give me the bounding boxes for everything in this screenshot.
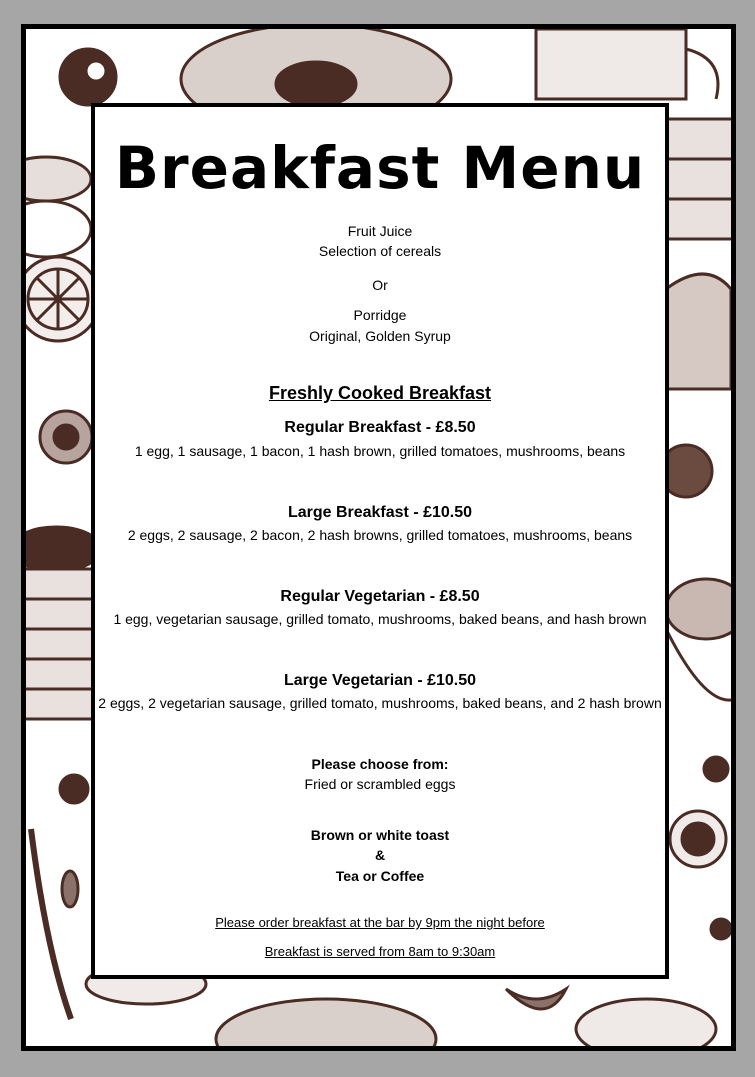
item-name-large-breakfast: Large Breakfast - £10.50 — [287, 504, 473, 521]
coffee-cup-illustration — [576, 999, 716, 1046]
spoon-illustration — [31, 829, 71, 1019]
cup-illustration — [536, 29, 686, 99]
note-order: Please order breakfast at the bar by 9pm the night before — [215, 915, 545, 930]
item-name-large-vegetarian: Large Vegetarian - £10.50 — [283, 672, 477, 689]
choose-ampersand: & — [374, 847, 386, 863]
item-name-regular-vegetarian: Regular Vegetarian - £8.50 — [280, 588, 480, 605]
menu-title: Breakfast Menu — [114, 134, 646, 202]
item-desc-large-vegetarian: 2 eggs, 2 vegetarian sausage, grilled tomato, mushrooms, baked beans, and 2 hash brown — [98, 695, 662, 711]
pancakes-illustration — [26, 527, 101, 571]
choose-heading: Please choose from: — [311, 756, 449, 772]
bread-illustration — [216, 999, 436, 1046]
item-desc-large-breakfast: 2 eggs, 2 sausage, 2 bacon, 2 hash browns, grilled tomatoes, mushrooms, beans — [127, 527, 633, 543]
starter-or: Or — [372, 277, 388, 293]
starter-juice: Fruit Juice — [347, 223, 413, 239]
menu-page — [21, 24, 736, 1051]
item-desc-regular-breakfast: 1 egg, 1 sausage, 1 bacon, 1 hash brown, grilled tomatoes, mushrooms, beans — [134, 443, 626, 459]
starter-porridge-options: Original, Golden Syrup — [309, 328, 451, 344]
starter-cereals: Selection of cereals — [318, 243, 442, 259]
note-served: Breakfast is served from 8am to 9:30am — [264, 944, 496, 959]
starter-porridge: Porridge — [353, 307, 407, 323]
section-title: Freshly Cooked Breakfast — [268, 383, 492, 403]
choose-eggs: Fried or scrambled eggs — [304, 776, 456, 792]
tart-illustration — [666, 274, 731, 389]
menu-card — [91, 103, 669, 979]
bowl-illustration — [666, 579, 731, 639]
item-desc-regular-vegetarian: 1 egg, vegetarian sausage, grilled tomato, mushrooms, baked beans, and hash brown — [113, 611, 647, 627]
item-name-regular-breakfast: Regular Breakfast - £8.50 — [284, 419, 476, 436]
choose-drink: Tea or Coffee — [335, 868, 425, 884]
choose-toast: Brown or white toast — [310, 827, 450, 843]
